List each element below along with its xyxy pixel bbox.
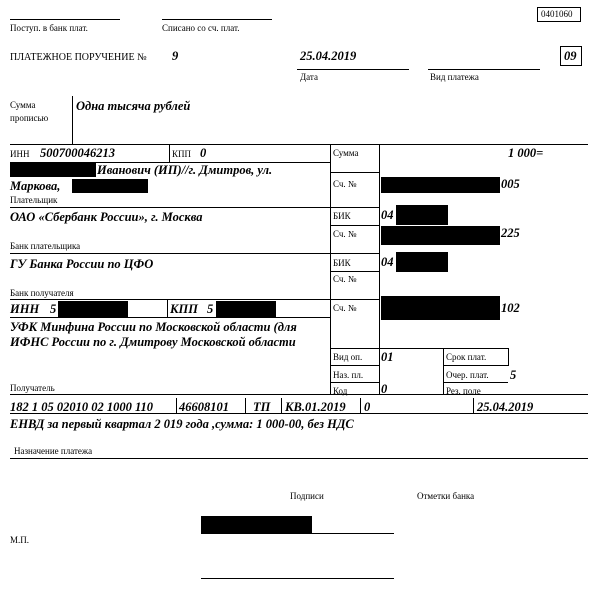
redacted-payee-inn: [58, 301, 128, 317]
tax-kbk: 182 1 05 02010 02 1000 110: [10, 400, 154, 414]
payer-inn-label: ИНН: [10, 149, 30, 159]
reserve-label: Рез. поле: [446, 386, 481, 396]
amount-words: Одна тысяча рублей: [76, 99, 191, 113]
redacted-payee-account: [381, 296, 500, 320]
term-line: [443, 365, 508, 366]
payee-bank-name: ГУ Банка России по ЦФО: [10, 257, 154, 271]
payee-name-clip: [10, 321, 330, 353]
payer-bank-account-suffix: 225: [501, 226, 520, 240]
payee-bank-label: Банк получателя: [10, 288, 74, 298]
payee-kpp-label: КПП: [170, 302, 198, 316]
stamp-label: М.П.: [10, 535, 30, 545]
tax-basis: ТП: [253, 400, 271, 414]
amount-words-label-1: Сумма: [10, 100, 36, 110]
payer-kpp: 0: [200, 146, 207, 160]
amount-words-divider: [72, 96, 73, 144]
payer-inn: 500700046213: [40, 146, 115, 160]
payee-inn-line: [10, 317, 330, 318]
received-line: [10, 19, 120, 20]
payer-label: Плательщик: [10, 195, 58, 205]
order-label: Очер. плат.: [446, 370, 489, 380]
tax-divider-3: [281, 398, 282, 413]
date-line: [297, 69, 409, 70]
redacted-payer-account: [381, 177, 500, 193]
tax-oktmo: 46608101: [179, 400, 229, 414]
payer-bank-account-label: Сч. №: [333, 229, 357, 239]
payee-account-suffix: 102: [501, 301, 520, 315]
tax-divider-1: [176, 398, 177, 413]
document-date: 25.04.2019: [300, 49, 357, 63]
form-code: 0401060: [541, 9, 573, 19]
date-label: Дата: [300, 72, 318, 82]
tax-doc-number: 0: [364, 400, 371, 414]
payer-bank-bik-line: [330, 225, 380, 226]
payee-inn-label: ИНН: [10, 302, 40, 316]
payer-bank-section-line: [10, 253, 330, 254]
purpose-line: [10, 458, 588, 459]
received-label: Поступ. в банк плат.: [10, 23, 88, 33]
account-column-divider: [379, 144, 380, 348]
amount-words-label-2: прописью: [10, 113, 49, 123]
code-value: 0: [381, 382, 388, 396]
payer-account-suffix: 005: [501, 177, 520, 191]
details-top-line: [330, 348, 508, 349]
debited-line: [162, 19, 272, 20]
payer-inn-kpp-divider: [169, 144, 170, 162]
details-divider-1: [379, 348, 380, 394]
payment-type-label: Вид платежа: [430, 72, 479, 82]
redacted-payer-bank-bik: [396, 205, 448, 225]
payer-section-line: [10, 207, 330, 208]
purpose-text: ЕНВД за первый квартал 2 019 года ,сумма: 1 000-00, без НДС: [10, 417, 354, 431]
payer-kpp-label: КПП: [172, 149, 192, 159]
op-type: 01: [381, 350, 394, 364]
payee-inn-kpp-divider: [167, 299, 168, 317]
purpose-label: Назначение платежа: [14, 446, 93, 456]
payee-bank-bik-line: [330, 271, 380, 272]
tax-doc-date: 25.04.2019: [477, 400, 534, 414]
payer-bank-bik-label: БИК: [333, 211, 351, 221]
op-type-label: Вид оп.: [333, 352, 363, 362]
payee-bank-account-label: Сч. №: [333, 274, 357, 284]
document-title: ПЛАТЕЖНОЕ ПОРУЧЕНИЕ №: [10, 52, 147, 63]
order-value: 5: [510, 368, 517, 382]
payer-name-line1: Иванович (ИП)//г. Дмитров, ул.: [97, 163, 273, 177]
right-column-divider: [330, 144, 331, 394]
payee-name-line2: ИФНС России по г. Дмитрову Московской области: [10, 335, 296, 349]
purpose-code-line: [330, 382, 380, 383]
payee-bank-account-cell-line: [330, 299, 380, 300]
payer-bank-label: Банк плательщика: [10, 241, 81, 251]
details-divider-3: [508, 348, 509, 366]
payee-name-line1: УФК Минфина России по Московской области (для: [10, 321, 297, 334]
payer-bank-name: ОАО «Сбербанк России», г. Москва: [10, 210, 203, 224]
order-line: [443, 382, 508, 383]
amount-value: 1 000=: [508, 146, 544, 160]
details-divider-2: [443, 348, 444, 394]
op-type-line: [330, 365, 380, 366]
payee-account-label: Сч. №: [333, 303, 357, 313]
payer-name-line2: Маркова,: [10, 179, 61, 193]
tax-row-line: [10, 413, 588, 414]
payee-inn-prefix: 5: [50, 302, 57, 316]
document-number: 9: [172, 49, 179, 63]
tax-divider-4: [360, 398, 361, 413]
payee-bank-bik-label: БИК: [333, 258, 351, 268]
payer-account-label: Сч. №: [333, 179, 357, 189]
payment-type-line: [428, 69, 540, 70]
payee-label: Получатель: [10, 383, 55, 393]
signatures-label: Подписи: [290, 491, 324, 501]
payee-bank-bik-prefix: 04: [381, 255, 394, 269]
tax-divider-2: [245, 398, 246, 413]
redacted-payee-bank-bik: [396, 252, 448, 272]
payer-bank-account-cell-line: [330, 253, 380, 254]
signature-line-2: [201, 578, 394, 579]
redacted-signature: [201, 516, 312, 534]
redacted-payee-kpp: [216, 301, 276, 317]
code-label: Код: [333, 386, 348, 396]
amount-section-line: [10, 144, 588, 145]
term-label: Срок плат.: [446, 352, 487, 362]
bank-marks-label: Отметки банка: [417, 491, 475, 501]
tax-period: КВ.01.2019: [285, 400, 346, 414]
signature-line-1: [201, 533, 394, 534]
payee-bank-section-line: [10, 299, 330, 300]
purpose-code-label: Наз. пл.: [333, 370, 364, 380]
payee-section-line: [10, 394, 588, 395]
amount-label: Сумма: [333, 148, 359, 158]
tax-divider-5: [473, 398, 474, 413]
debited-label: Списано со сч. плат.: [162, 23, 240, 33]
redacted-payer-surname: [10, 163, 96, 177]
payer-status: 09: [564, 49, 577, 63]
amount-cell-line: [330, 172, 380, 173]
payer-account-cell-line: [330, 207, 380, 208]
payee-kpp-prefix: 5: [207, 302, 214, 316]
redacted-payer-bank-account: [381, 226, 500, 245]
payer-bank-bik-prefix: 04: [381, 208, 394, 222]
redacted-payer-address: [72, 179, 148, 193]
